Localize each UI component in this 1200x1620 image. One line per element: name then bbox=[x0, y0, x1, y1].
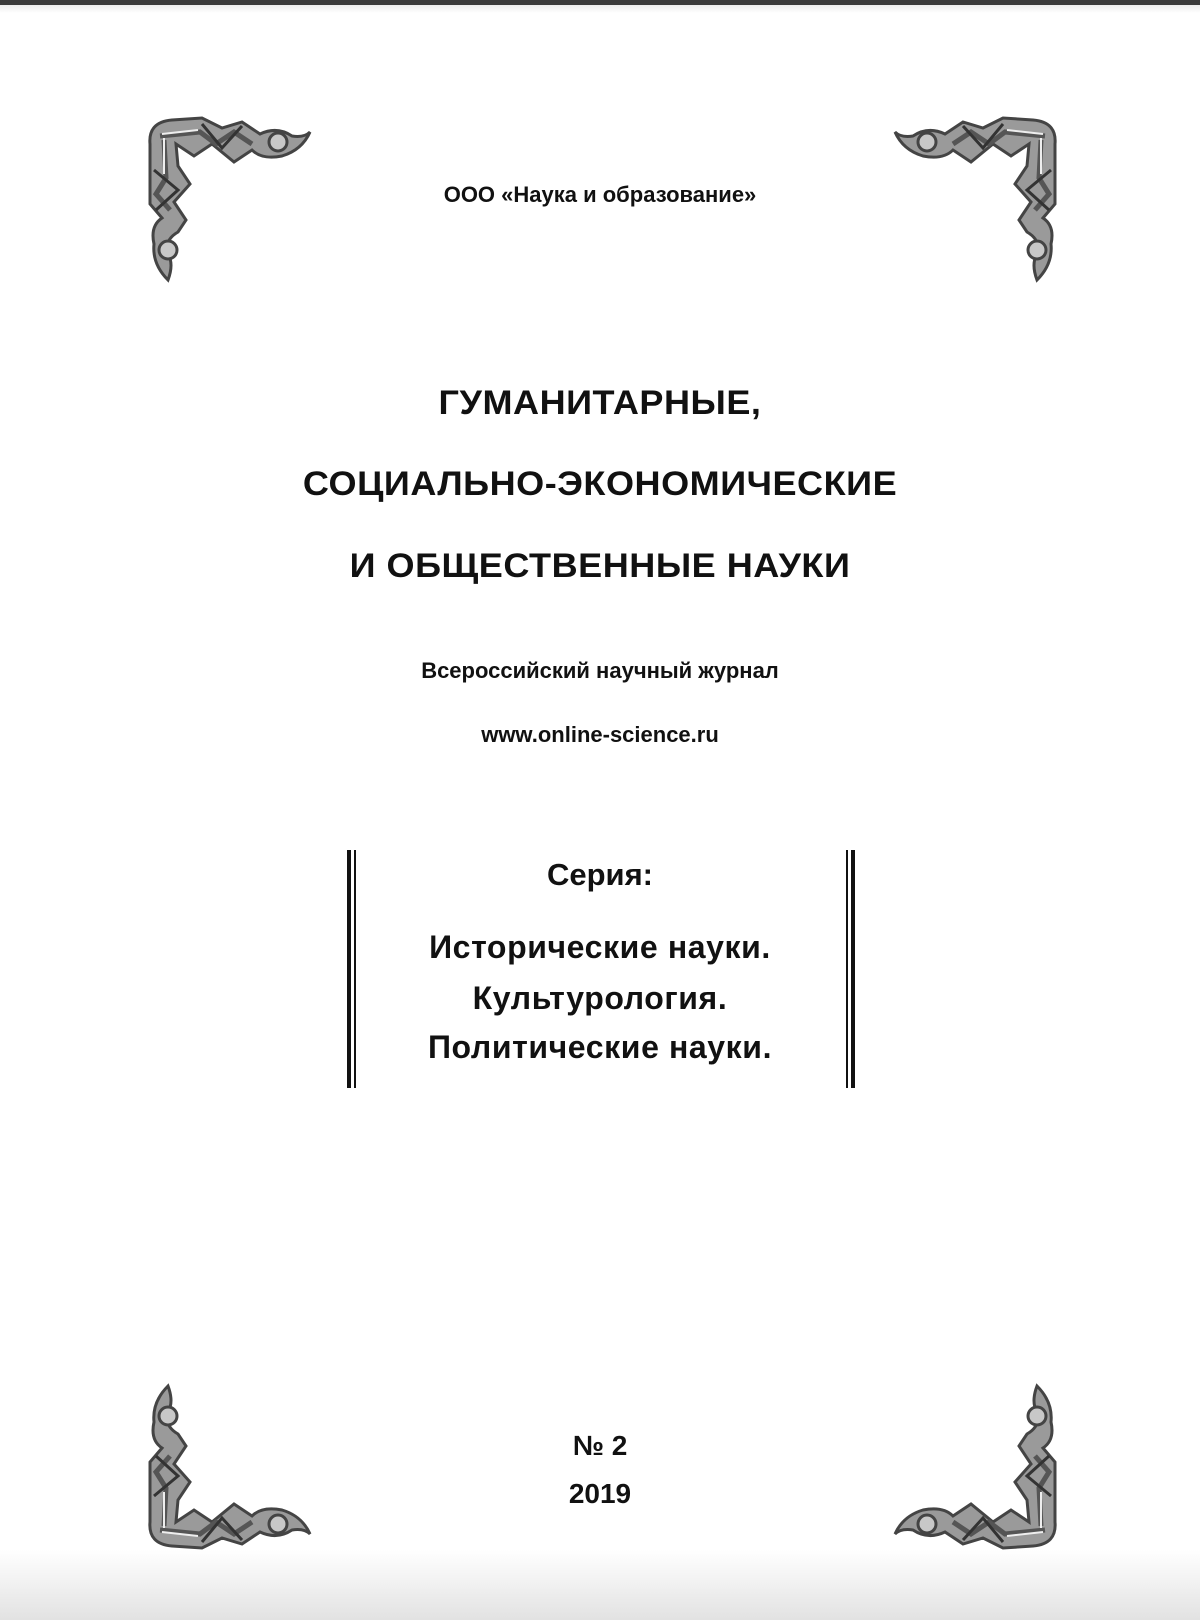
top-shadow bbox=[0, 5, 1200, 13]
publisher-name: ООО «Наука и образование» bbox=[443, 182, 757, 207]
series-item: Политические науки. bbox=[427, 1029, 773, 1065]
issue-number: № 2 bbox=[572, 1430, 628, 1461]
series-item: Культурология. bbox=[472, 980, 728, 1016]
journal-title-line-3: И ОБЩЕСТВЕННЫЕ НАУКИ bbox=[349, 547, 851, 585]
series-label: Серия: bbox=[546, 857, 654, 892]
corner-ornament-bottom-right bbox=[893, 1380, 1063, 1552]
journal-url: www.online-science.ru bbox=[481, 722, 719, 747]
journal-title-line-1: ГУМАНИТАРНЫЕ, bbox=[438, 384, 762, 422]
bottom-shadow bbox=[0, 1550, 1200, 1620]
issue-year: 2019 bbox=[568, 1478, 632, 1509]
journal-subtitle: Всероссийский научный журнал bbox=[421, 658, 779, 683]
journal-title-line-2: СОЦИАЛЬНО-ЭКОНОМИЧЕСКИЕ bbox=[302, 465, 898, 503]
series-item: Исторические науки. bbox=[429, 929, 771, 965]
corner-ornament-bottom-left bbox=[142, 1380, 312, 1552]
